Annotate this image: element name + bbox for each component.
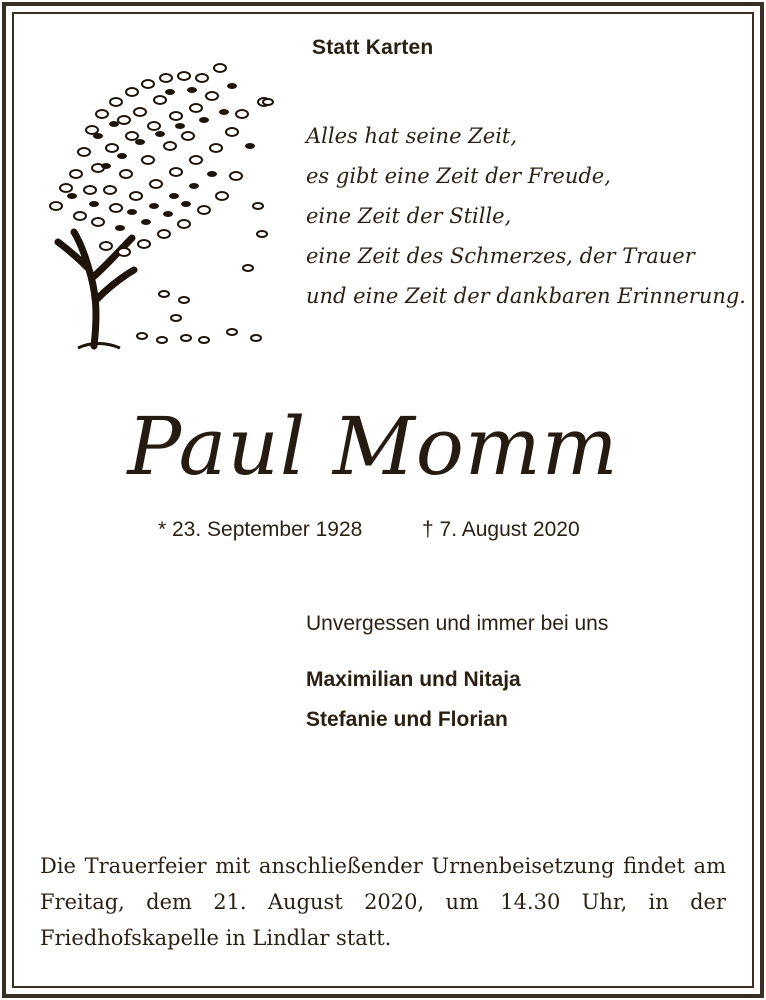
- deceased-name: Paul Momm: [127, 400, 619, 493]
- mourner-name: Maximilian und Nitaja: [306, 668, 521, 691]
- mourner-name: Stefanie und Florian: [306, 708, 508, 731]
- poem-line: Alles hat seine Zeit,: [306, 124, 518, 148]
- poem-line: es gibt eine Zeit der Freude,: [306, 164, 611, 188]
- birth-date-text: * 23. September 1928: [158, 518, 363, 541]
- tree-illustration: [36, 56, 281, 356]
- death-date: [422, 518, 580, 542]
- poem-line: eine Zeit des Schmerzes, der Trauer: [306, 244, 695, 268]
- funeral-notice: Die Trauerfeier mit anschließender Urnenbeisetzung findet am Freitag, dem 21. August 2020, um 14.30 Uhr, in der Friedhofskapelle in Lindlar statt.: [40, 854, 726, 950]
- poem-line: eine Zeit der Stille,: [306, 204, 512, 228]
- poem-line: und eine Zeit der dankbaren Erinnerung.: [306, 284, 746, 308]
- remembrance-line: Unvergessen und immer bei uns: [306, 612, 609, 635]
- mourners-list: [306, 660, 521, 740]
- statt-karten-heading: Statt Karten: [312, 36, 434, 59]
- poem: [306, 116, 746, 316]
- birth-date: [158, 518, 362, 542]
- death-date-text: † 7. August 2020: [422, 518, 580, 541]
